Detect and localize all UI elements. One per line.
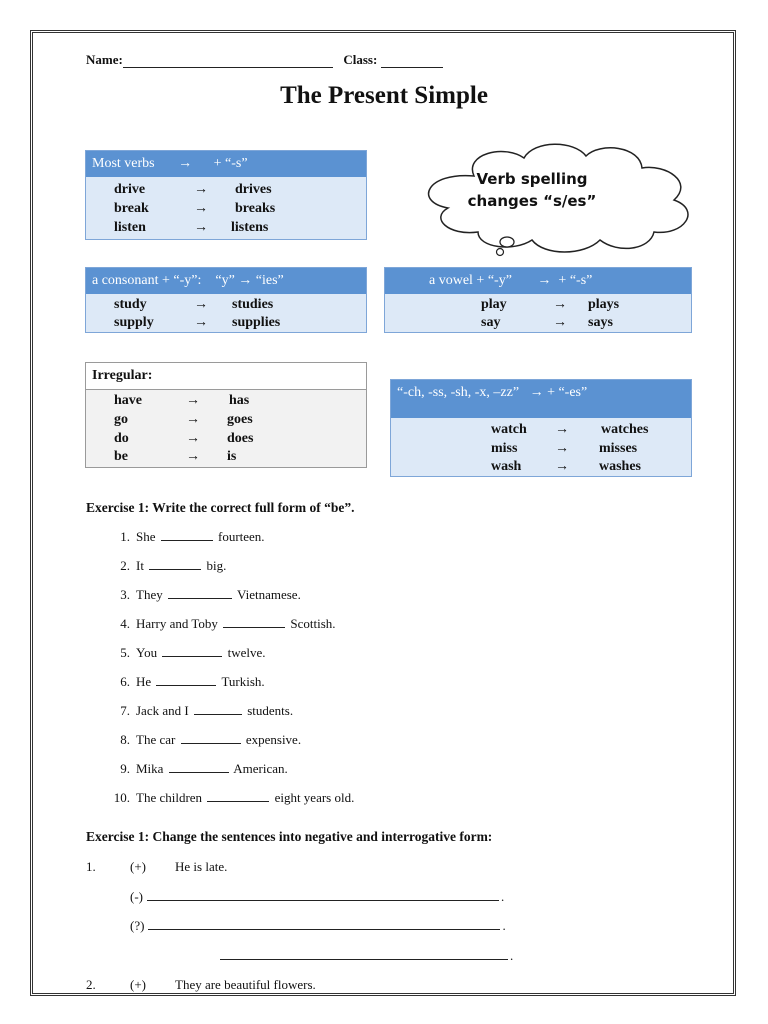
arrow-icon: → [178,156,193,171]
verb-base: go [114,412,128,427]
name-blank[interactable] [123,55,333,68]
consonant-y-header: a consonant + “-y”: “y” → “ies” [86,268,366,294]
item-number: 5. [120,645,130,660]
item-after: American. [233,761,288,776]
verb-result: watches [601,422,649,437]
item-before: The car [136,732,176,747]
positive-marker: (+) [130,859,146,874]
vowel-y-header [385,268,691,294]
exercise-2-item-2 [86,977,316,993]
exercise-1-title: Exercise 1: Write the correct full form of “be”. [86,500,355,515]
verb-base: supply [114,315,154,330]
item-number: 7. [120,703,130,718]
continuation-answer-blank[interactable] [220,948,508,960]
verb-result: washes [599,459,642,474]
exercise-item [106,616,336,632]
answer-blank[interactable] [181,732,241,744]
item-before: Harry and Toby [136,616,218,631]
vowel-y-rule: → + “-s” [537,273,593,288]
answer-blank[interactable] [168,587,232,599]
period: . [502,918,506,933]
most-verbs-header [86,151,366,177]
interrogative-marker: (?) [130,918,145,933]
verb-base: listen [114,220,146,235]
positive-sentence: He is late. [175,859,228,874]
verb-result: says [588,315,613,330]
negative-line [130,889,504,905]
verb-result: supplies [232,315,281,330]
cloud-line-2: changes “s/es” [467,192,597,210]
item-number: 6. [120,674,130,689]
item-after: Vietnamese. [236,587,301,602]
verb-base: break [114,201,149,216]
arrow-icon: → [194,220,208,235]
item-before: He [136,674,152,689]
exercise-item [106,790,354,806]
exercise-item [106,674,265,690]
verb-result: has [229,393,250,408]
item-after: big. [206,558,227,573]
verb-base: say [481,315,501,330]
answer-blank[interactable] [162,645,222,657]
answer-blank[interactable] [194,703,242,715]
item-after: expensive. [245,732,302,747]
answer-blank[interactable] [223,616,285,628]
verb-result: goes [227,412,253,427]
item-number: 1. [120,529,130,544]
item-number: 10. [113,790,130,805]
item-after: eight years old. [274,790,355,805]
verb-result: misses [599,441,638,456]
item-before: Mika [136,761,164,776]
item-number: 2. [86,977,96,992]
verb-result: listens [231,220,269,235]
verb-base: drive [114,182,146,197]
item-before: Jack and I [136,703,189,718]
name-class-line [86,52,443,68]
positive-sentence: They are beautiful flowers. [175,977,316,992]
exercise-item [106,645,266,661]
exercise-item [106,703,293,719]
answer-blank[interactable] [169,761,229,773]
arrow-icon: → [555,459,569,474]
arrow-icon: → [194,315,208,330]
answer-blank[interactable] [207,790,269,802]
cloud-text [432,168,632,212]
verb-result: does [227,431,254,446]
answer-blank[interactable] [149,558,201,570]
period: . [510,948,514,963]
class-blank[interactable] [381,55,443,68]
arrow-icon: → [186,393,200,408]
verb-base: do [114,431,129,446]
arrow-icon: → [555,422,569,437]
item-after: twelve. [227,645,266,660]
class-label: Class: [343,52,378,67]
period: . [501,889,505,904]
exercise-2-title: Exercise 1: Change the sentences into negative and interrogative form: [86,829,493,844]
verb-result: breaks [235,201,276,216]
item-after: Turkish. [221,674,265,689]
irregular-box [85,362,367,468]
item-number: 9. [120,761,130,776]
verb-base: have [114,393,142,408]
arrow-icon: → [186,431,200,446]
continuation-line [218,948,513,964]
page-title: The Present Simple [280,82,488,109]
exercise-item [106,558,226,574]
verb-base: study [114,297,147,312]
verb-base: play [481,297,507,312]
positive-marker: (+) [130,977,146,992]
item-number: 2. [120,558,130,573]
item-before: They [136,587,163,602]
arrow-icon: → [186,449,200,464]
vowel-y-box [384,267,692,333]
answer-blank[interactable] [156,674,216,686]
verb-result: drives [235,182,272,197]
item-before: The children [136,790,203,805]
consonant-y-box [85,267,367,333]
name-label: Name: [86,52,123,67]
negative-marker: (-) [130,889,143,904]
verb-base: wash [491,459,522,474]
verb-result: plays [588,297,620,312]
verb-base: miss [491,441,518,456]
item-number: 1. [86,859,96,874]
most-verbs-rule: + “-s” [213,156,248,171]
exercise-item [106,761,288,777]
arrow-icon: → [194,182,208,197]
item-before: It [136,558,144,573]
item-number: 4. [120,616,130,631]
item-before: You [136,645,158,660]
negative-answer-blank[interactable] [147,889,499,901]
item-number: 3. [120,587,130,602]
verb-result: studies [232,297,274,312]
answer-blank[interactable] [161,529,213,541]
vowel-y-label: a vowel + “-y” [429,273,512,288]
arrow-icon: → [194,201,208,216]
exercise-item [106,529,265,545]
verb-result: is [227,449,237,464]
item-number: 8. [120,732,130,747]
arrow-icon: → [553,297,567,312]
most-verbs-box [85,150,367,240]
item-before: She [136,529,156,544]
ch-ss-header: “-ch, -ss, -sh, -x, –zz” → + “-es” [391,380,691,418]
verb-base: be [114,449,128,464]
item-after: Scottish. [290,616,336,631]
cloud-line-1: Verb spelling [476,170,588,188]
arrow-icon: → [555,441,569,456]
arrow-icon: → [553,315,567,330]
item-after: students. [247,703,294,718]
item-after: fourteen. [218,529,265,544]
irregular-header: Irregular: [86,363,366,390]
ch-ss-box [390,379,692,477]
verb-base: watch [491,422,527,437]
exercise-item [106,587,301,603]
arrow-icon: → [194,297,208,312]
interrogative-line [130,918,506,934]
exercise-item [106,732,301,748]
arrow-icon: → [186,412,200,427]
most-verbs-label: Most verbs [92,156,155,171]
interrogative-answer-blank[interactable] [148,918,500,930]
exercise-2-item-1 [86,859,228,875]
